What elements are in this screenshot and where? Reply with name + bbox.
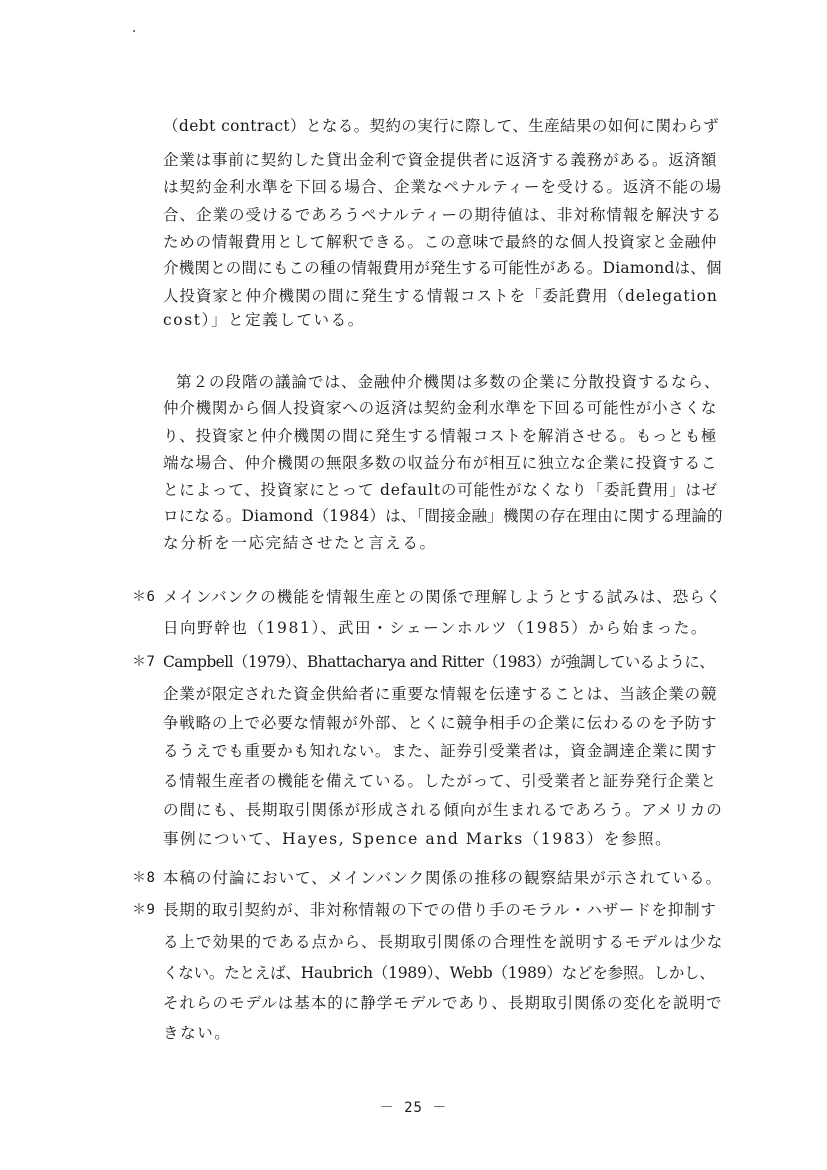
text-line: 争戦略の上で必要な情報が外部、とくに競争相手の企業に伝わるのを予防す: [163, 714, 718, 732]
page-number: － 25 －: [379, 1100, 448, 1116]
text-line: 端な場合、仲介機関の無限多数の収益分布が相互に独立な企業に投資するこ: [163, 454, 718, 472]
text-line: くない。たとえば、Haubrich（1989）、Webb（1989）などを参照。しかし、: [163, 964, 715, 982]
text-line: きない。: [163, 1024, 232, 1042]
text-line: 日向野幹也（1981）、武田・シェーンホルツ（1985）から始まった。: [163, 619, 709, 637]
text-line: る情報生産者の機能を備えている。したがって、引受業者と証券発行企業と: [163, 772, 717, 790]
text-line: 第２の段階の議論では、金融仲介機関は多数の企業に分散投資するなら、: [176, 373, 721, 391]
footnote-marker: ＊9: [132, 902, 156, 918]
text-line: ための情報費用として解釈できる。この意味で最終的な個人投資家と金融仲: [163, 233, 718, 251]
text-line: 仲介機関から個人投資家への返済は契約金利水準を下回る可能性が小さくな: [163, 399, 718, 417]
text-line: るうえでも重要かも知れない。また、証券引受業者は，資金調達企業に関す: [163, 742, 718, 760]
text-line: り、投資家と仲介機関の間に発生する情報コストを解消させる。もっとも極: [163, 427, 718, 445]
text-line: る上で効果的である点から、長期取引関係の合理性を説明するモデルは少な: [163, 933, 724, 951]
text-line: は契約金利水準を下回る場合、企業なペナルティーを受ける。返済不能の場: [163, 178, 722, 196]
text-line: メインバンクの機能を情報生産との関係で理解しようとする試みは、恐らく: [163, 588, 723, 606]
text-line: それらのモデルは基本的に静学モデルであり、長期取引関係の変化を説明で: [163, 994, 723, 1012]
footnote-marker: ＊7: [132, 654, 156, 670]
text-line: 本稿の付論において、メインバンク関係の推移の観察結果が示されている。: [163, 869, 722, 887]
scan-speck: [133, 30, 135, 32]
text-line: Campbell（1979）、Bhattacharya and Ritter（1983）が強調しているように、: [163, 653, 715, 671]
text-line: 介機関との間にもこの種の情報費用が発生する可能性がある。Diamondは、個: [163, 259, 722, 277]
text-line: な分析を一応完結させたと言える。: [163, 534, 437, 552]
text-line: 企業が限定された資金供給者に重要な情報を伝達することは、当該企業の競: [163, 685, 718, 703]
text-line: 人投資家と仲介機関の間に発生する情報コストを「委託費用（delegation: [163, 287, 718, 305]
text-line: cost）」と定義している。: [163, 311, 365, 329]
footnote-marker: ＊8: [132, 870, 156, 886]
text-line: とによって、投資家にとって defaultの可能性がなくなり「委託費用」はゼ: [163, 481, 718, 499]
text-line: 合、企業の受けるであろうペナルティーの期待値は、非対称情報を解決する: [163, 206, 722, 224]
text-line: の間にも、長期取引関係が形成される傾向が生まれるであろう。アメリカの: [163, 801, 723, 819]
text-line: ロになる。Diamond（1984）は、「間接金融」機関の存在理由に関する理論的: [163, 507, 723, 525]
text-line: （debt contract）となる。契約の実行に際して、生産結果の如何に関わらず: [163, 117, 720, 135]
text-line: 事例について、Hayes, Spence and Marks（1983）を参照。: [163, 830, 673, 848]
text-line: 企業は事前に契約した貸出金利で資金提供者に返済する義務がある。返済額: [163, 151, 718, 169]
text-line: 長期的取引契約が、非対称情報の下での借り手のモラル・ハザードを抑制す: [163, 901, 717, 919]
footnote-marker: ＊6: [132, 589, 156, 605]
